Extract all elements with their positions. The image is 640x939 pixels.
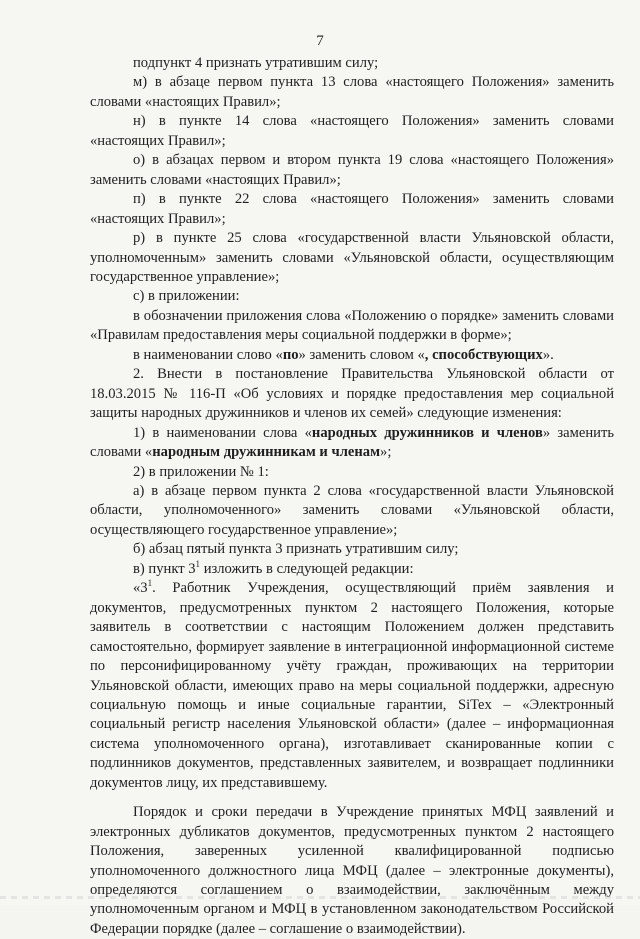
text-run: изложить в следующей редакции: [200,560,414,577]
text-run: «3 [133,580,148,597]
paragraph: подпункт 4 признать утратившим силу; [133,55,379,71]
text-run: . Работник Учреждения, осуществляющий приём заявления и документов, предусмотренных пунктом 2 настоящего Положения, которые заявитель в соответствии с настоящим Положением должен представить самостоятельно, формирует заявление в интеграционной информационной системе по персонифицированному учёту граждан, проживающих на территории Ульяновской области, имеющих право на меры социальной поддержки, адресную социальную помощь и иные социальные гарантии, SiTex – «Электронный социальный регистр населения Ульяновской области» (далее – информационная система уполномоченного органа), изготавливает сканированные копии с подлинников документов, представленных заявителем, и возвращает подлинники документов лицу, их представившему. [90,580,614,791]
bold-text: народных дружинников и членов [311,424,543,441]
paragraph: н) в пункте 14 слова «настоящего Положения» заменить словами «настоящих Правил»; [90,113,614,149]
paragraph-new-clause [90,579,614,793]
paragraph: п) в пункте 22 слова «настоящего Положения» заменить словами «настоящих Правил»; [90,191,614,227]
superscript: 1 [147,578,153,589]
page-number: 7 [316,33,324,49]
text-run: »; [380,444,392,461]
paragraph: с) в приложении: [133,288,240,305]
text-run: в) пункт 3 [133,560,196,577]
superscript: 1 [195,558,201,569]
scan-edge-noise [0,896,640,899]
text-run: в наименовании слово « [133,346,283,363]
text-run: ». [542,346,554,363]
paragraph-item-v [90,560,614,579]
document-body [90,54,614,939]
bold-text: по [282,346,299,363]
paragraph: 2) в приложении № 1: [133,463,269,480]
paragraph: о) в абзацах первом и втором пункта 19 слова «настоящего Положения» заменить словами «настоящих Правил»; [90,152,614,188]
text-run: » заменить словом « [298,346,425,363]
paragraph-gap [90,793,614,803]
text-run: » заменить словами « [90,424,614,461]
paragraph: б) абзац пятый пункта 3 признать утратившим силу; [133,541,459,558]
paragraph: Порядок и сроки передачи в Учреждение принятых МФЦ заявлений и электронных дубликатов документов, предусмотренных пунктом 2 настоящего Положения, заверенных усиленной квалифицированной подписью уполномоченного должностного лица МФЦ (далее – электронные документы), определяются соглашением о взаимодействии, заключённым между уполномоченным органом и МФЦ в установленном законодательством Российской Федерации порядке (далее – соглашение о взаимодействии). [90,804,614,937]
paragraph: в обозначении приложения слова «Положению о порядке» заменить словами «Правилам предоставления меры социальной поддержки в форме»; [90,307,614,344]
paragraph: 2. Внести в постановление Правительства Ульяновской области от 18.03.2015 № 116-П «Об условиях и порядке предоставления мер социальной защиты народных дружинников и членов их семей» следующие изменения: [90,366,614,422]
paragraph: р) в пункте 25 слова «государственной власти Ульяновской области, уполномоченным» заменить словами «Ульяновской области, осуществляющим государственное управление»; [90,230,614,285]
bold-text: , способствующих [424,346,543,363]
paragraph: а) в абзаце первом пункта 2 слова «государственной власти Ульяновской области, уполномоченного» заменить словами «Ульяновской области, осуществляющего государственное управление»; [90,482,614,538]
paragraph-rename-word [90,346,614,365]
bold-text: народным дружинникам и членам [152,444,381,461]
paragraph: м) в абзаце первом пункта 13 слова «настоящего Положения» заменить словами «настоящих Правил»; [90,74,614,110]
text-run: 1) в наименовании слова « [133,424,312,441]
paragraph-rename-title [90,424,614,463]
